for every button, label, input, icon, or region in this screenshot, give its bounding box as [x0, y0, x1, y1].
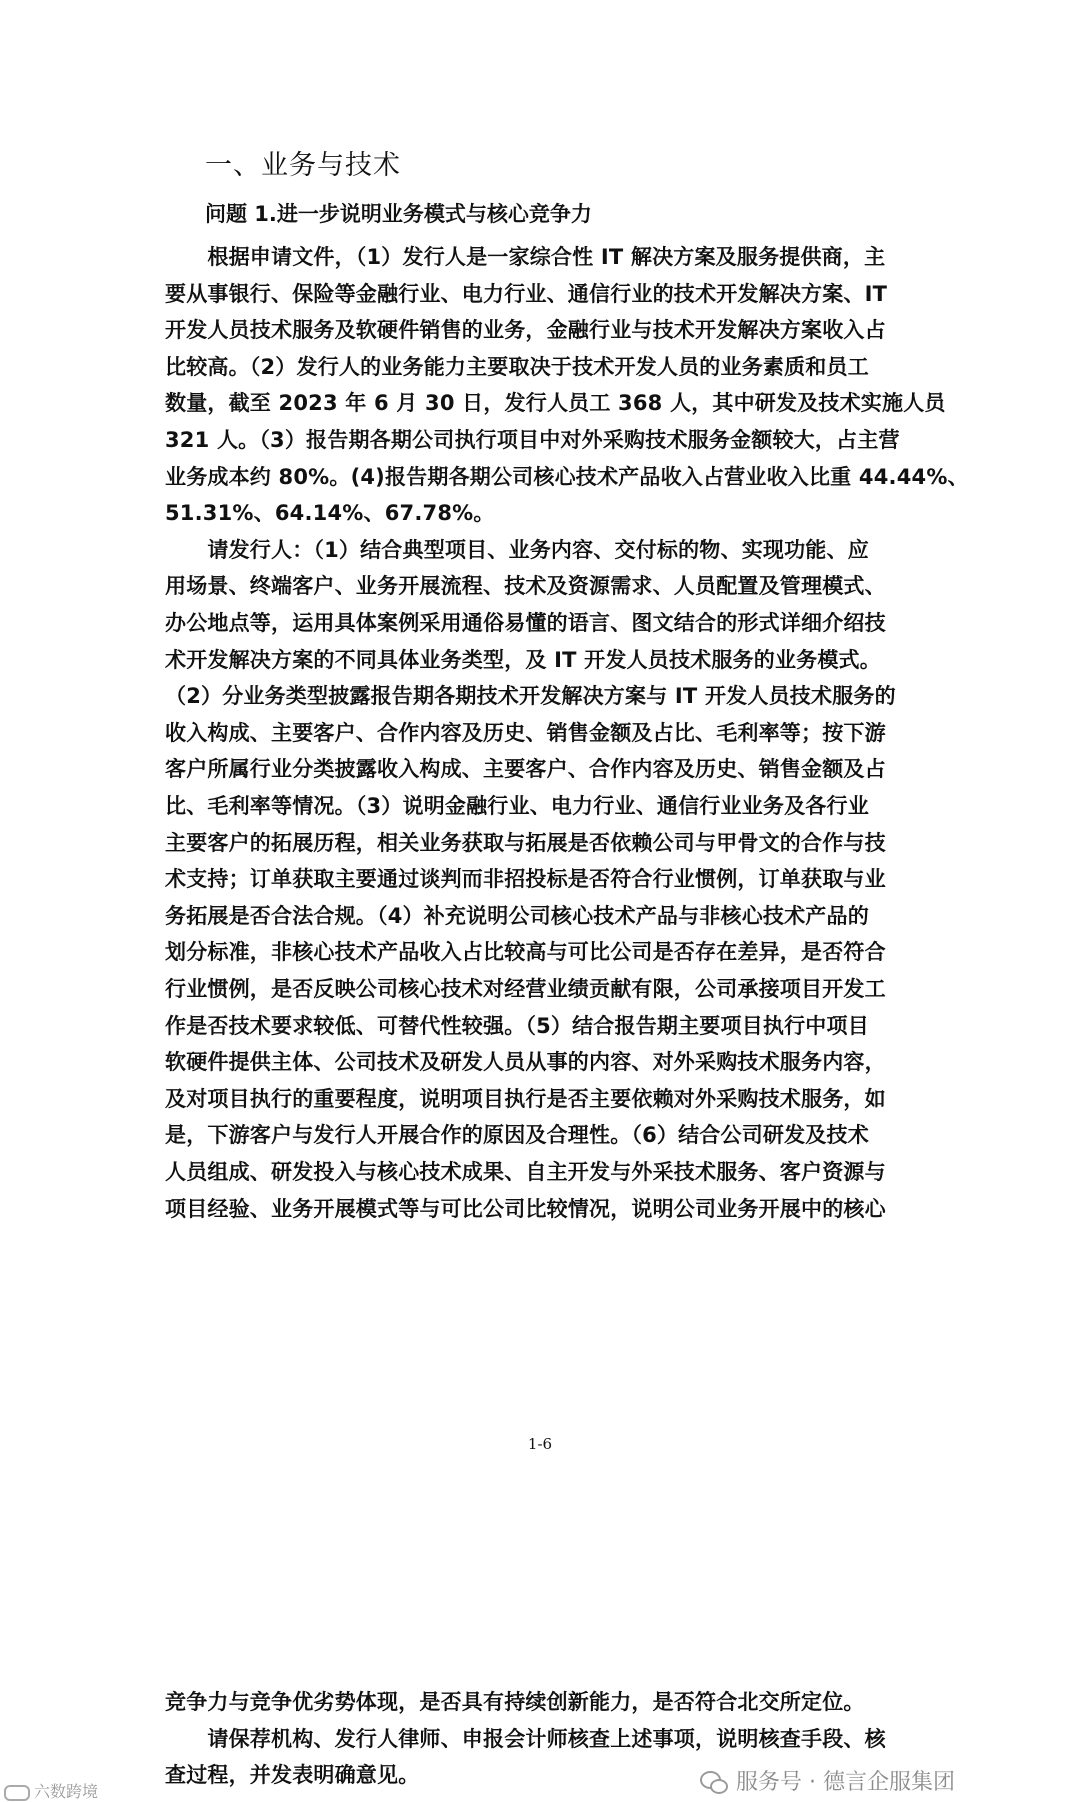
text-line: （2）分业务类型披露报告期各期技术开发解决方案与 IT 开发人员技术服务的 — [165, 684, 896, 709]
text-line: 是，下游客户与发行人开展合作的原因及合理性。（6）结合公司研发及技术 — [165, 1123, 869, 1148]
logo-icon — [4, 1785, 30, 1801]
text-line: 术开发解决方案的不同具体业务类型，及 IT 开发人员技术服务的业务模式。 — [165, 647, 881, 672]
text-line: 321 人。（3）报告期各期公司执行项目中对外采购技术服务金额较大，占主营 — [165, 428, 900, 452]
text-line: 51.31%、64.14%、67.78%。 — [165, 501, 495, 526]
text-line: 项目经验、业务开展模式等与可比公司比较情况，说明公司业务开展中的核心 — [165, 1196, 886, 1221]
page-number: 1-6 — [527, 1435, 553, 1453]
text-line: 数量，截至 2023 年 6 月 30 日，发行人员工 368 人，其中研发及技术实施人员 — [165, 391, 946, 416]
question-title: 问题 1.进一步说明业务模式与核心竞争力 — [205, 202, 592, 226]
text-line: 及对项目执行的重要程度，说明项目执行是否主要依赖对外采购技术服务，如 — [165, 1086, 886, 1111]
text-line: 业务成本约 80%。(4)报告期各期公司核心技术产品收入占营业收入比重 44.44%、 — [165, 464, 969, 489]
watermark-right-text: 服务号 · 德言企服集团 — [736, 1770, 955, 1795]
text-line: 请保荐机构、发行人律师、申报会计师核查上述事项，说明核查手段、核 — [165, 1726, 886, 1751]
text-line: 主要客户的拓展历程，相关业务获取与拓展是否依赖公司与甲骨文的合作与技 — [165, 830, 886, 855]
text-line: 办公地点等，运用具体案例采用通俗易懂的语言、图文结合的形式详细介绍技 — [165, 611, 886, 635]
text-line: 软硬件提供主体、公司技术及研发人员从事的内容、对外采购技术服务内容， — [165, 1050, 886, 1075]
wechat-icon — [700, 1769, 728, 1793]
text-line: 收入构成、主要客户、合作内容及历史、销售金额及占比、毛利率等；按下游 — [165, 720, 886, 745]
text-line: 用场景、终端客户、业务开展流程、技术及资源需求、人员配置及管理模式、 — [165, 574, 886, 599]
text-line: 人员组成、研发投入与核心技术成果、自主开发与外采技术服务、客户资源与 — [165, 1160, 886, 1184]
text-line: 划分标准，非核心技术产品收入占比较高与可比公司是否存在差异，是否符合 — [165, 940, 886, 965]
section-heading: 一、业务与技术 — [205, 150, 401, 181]
text-line: 查过程，并发表明确意见。 — [165, 1763, 420, 1788]
text-line: 作是否技术要求较低、可替代性较强。（5）结合报告期主要项目执行中项目 — [165, 1013, 869, 1038]
text-line: 务拓展是否合法合规。（4）补充说明公司核心技术产品与非核心技术产品的 — [165, 903, 869, 928]
text-line: 术支持；订单获取主要通过谈判而非招投标是否符合行业惯例，订单获取与业 — [165, 867, 886, 892]
watermark-left-text: 六数跨境 — [34, 1782, 99, 1801]
text-line: 客户所属行业分类披露收入构成、主要客户、合作内容及历史、销售金额及占 — [165, 757, 886, 782]
watermark-right — [700, 1765, 955, 1796]
text-line: 开发人员技术服务及软硬件销售的业务，金融行业与技术开发解决方案收入占 — [165, 318, 886, 343]
text-line: 根据申请文件，（1）发行人是一家综合性 IT 解决方案及服务提供商，主 — [165, 245, 886, 269]
text-line: 要从事银行、保险等金融行业、电力行业、通信行业的技术开发解决方案、IT — [165, 281, 888, 306]
text-line: 竞争力与竞争优劣势体现，是否具有持续创新能力，是否符合北交所定位。 — [165, 1690, 865, 1714]
text-line: 比较高。（2）发行人的业务能力主要取决于技术开发人员的业务素质和员工 — [165, 354, 869, 379]
text-line: 行业惯例，是否反映公司核心技术对经营业绩贡献有限，公司承接项目开发工 — [165, 977, 886, 1001]
text-line: 比、毛利率等情况。（3）说明金融行业、电力行业、通信行业业务及各行业 — [165, 794, 869, 818]
text-line: 请发行人：（1）结合典型项目、业务内容、交付标的物、实现功能、应 — [165, 537, 869, 562]
